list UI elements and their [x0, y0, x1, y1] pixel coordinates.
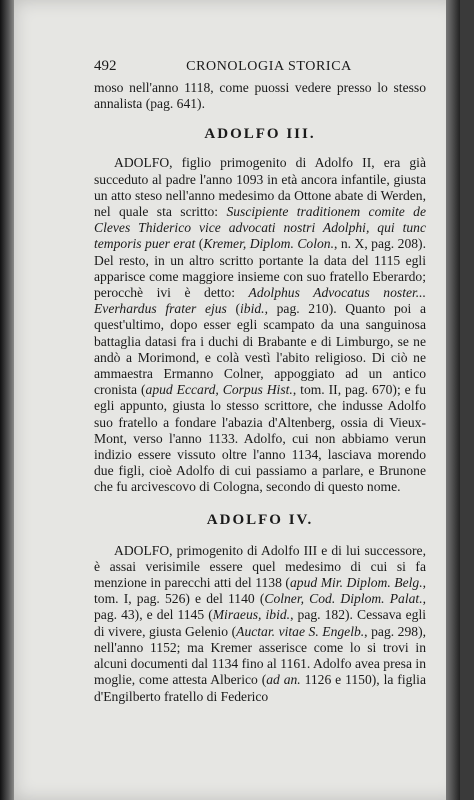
- text-run: , pag. 210). Quanto poi a quest'ultimo, dopo esser egli scampato da una sanguinosa battaglia datasi fra i duchi di Brabante e di Limburgo, se ne andò a Morimond, e colà vestì l'abito religioso. Di ciò ne ammaestra Ermanno Colner, appoggiato ad un antico cronista (: [94, 301, 426, 398]
- running-header: [94, 58, 426, 80]
- citation: ibid.: [240, 301, 265, 317]
- page-edge-shadow: [446, 0, 460, 800]
- citation: Auctar. vitae S. Engelb.: [236, 623, 365, 639]
- section-paragraph-adolfo-iii: [94, 155, 426, 495]
- text-run: ADOLFO, primogenito di Adolfo III e di lui successore, è assai verisimile essere quel medesimo di cui si fa menzione in parecchi atti del 1138 (: [94, 542, 426, 591]
- citation: apud Mir. Diplom. Belg.: [289, 575, 423, 591]
- text-run: , pag. 43), e del 1145 (: [94, 591, 426, 623]
- latin-quote: Suscipiente traditionem comite de Cleves Thiderico vice advocati nostri Adolphi, qui tunc temporis puer erat: [94, 204, 426, 252]
- running-title: CRONOLOGIA STORICA: [186, 59, 352, 74]
- section-title-adolfo-iii: ADOLFO III.: [204, 126, 316, 143]
- text-run: , n. X, pag. 208). Del resto, in un altro scritto portante la data del 1115 egli apparisce come maggiore insieme con suo fratello Eberardo; perocchè ivi è detto:: [94, 236, 426, 301]
- text-run: (: [198, 236, 204, 252]
- page-number: 492: [94, 58, 117, 74]
- book-gutter-shadow: [0, 0, 14, 800]
- latin-quote: Adolphus Advocatus noster... Everhardus frater ejus: [94, 285, 426, 317]
- intro-paragraph: [94, 80, 426, 112]
- text-run: 1126 e 1150), la figlia d'Engilberto fratello di Federico: [94, 672, 426, 704]
- text-run: , pag. 298), nell'anno 1152; ma Kremer asserisce come lo si trovi in alcuni documenti dal 1134 fino al 1161. Adolfo avea presa in moglie, come attesta Alberico (: [94, 623, 426, 688]
- citation: Kremer, Diplom. Colon.: [203, 236, 334, 252]
- text-run: ADOLFO, figlio primogenito di Adolfo II, era già succeduto al padre l'anno 1093 in età ancora infantile, giusta un atto steso nell'anno medesimo da Ottone abate di Werden, nel quale sta scritto:: [94, 155, 426, 220]
- intro-text: moso nell'anno 1118, come puossi vedere presso lo stesso annalista (pag. 641).: [94, 80, 426, 112]
- page-content: [94, 58, 426, 705]
- section-title-adolfo-iv: ADOLFO IV.: [206, 511, 314, 528]
- citation: apud Eccard, Corpus Hist.: [145, 382, 293, 398]
- text-run: (: [235, 301, 241, 317]
- text-run: , tom. I, pag. 526) e del 1140 (: [94, 575, 426, 607]
- section-paragraph-adolfo-iv: [94, 543, 426, 705]
- text-run: , tom. II, pag. 670); e fu egli appunto, giusta lo stesso scrittore, che indusse Adolfo suo fratello a fondare l'abazia d'Altenberg, ossia di Vieux-Mont, verso l'anno 1133. Adolfo, cui non abbiamo verun indizio essere vissuto oltre l'anno 1134, lasciava morendo due figli, cioè Adolfo di cui passiamo a parlare, e Brunone che fu arcivescovo di Cologna, secondo di questo nome.: [94, 382, 426, 495]
- citation: Miraeus, ibid.: [212, 607, 291, 623]
- citation: Colner, Cod. Diplom. Palat.: [264, 591, 423, 607]
- citation: ad an.: [266, 672, 301, 688]
- text-run: , pag. 182). Cessava egli di vivere, giusta Gelenio (: [94, 607, 427, 639]
